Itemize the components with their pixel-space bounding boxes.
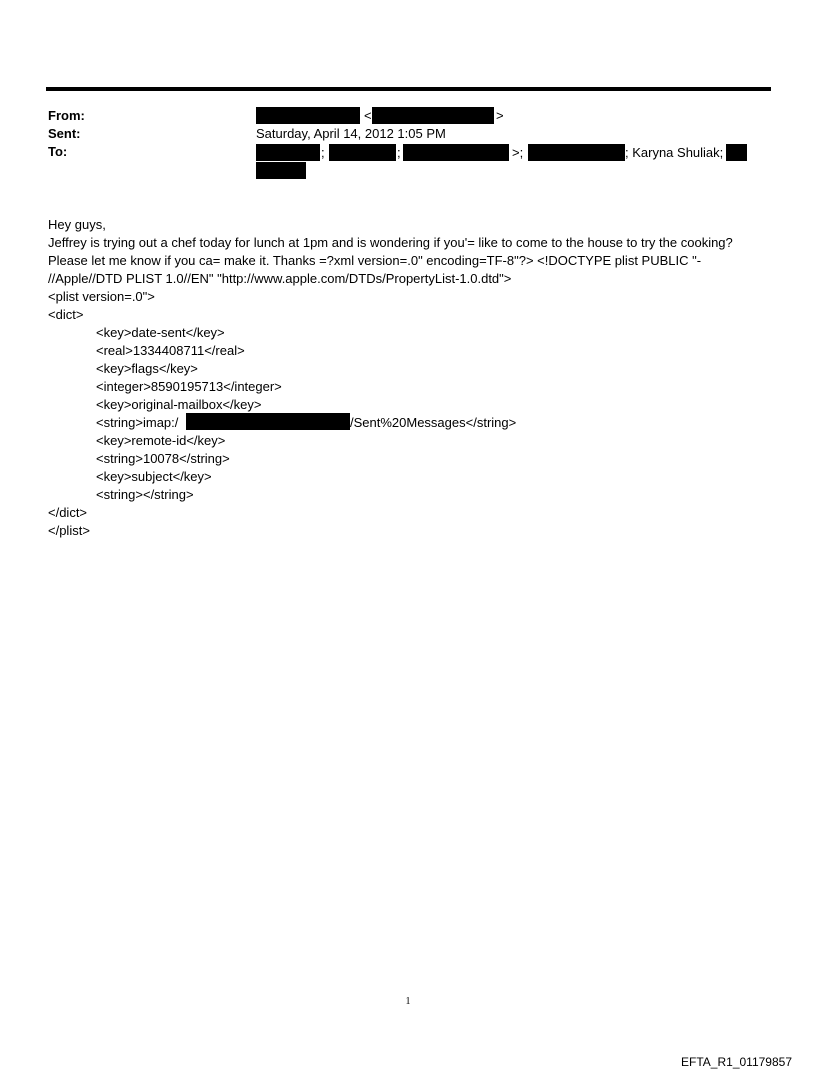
page-number: 1: [405, 996, 411, 1007]
body-line: <string></string>: [96, 487, 194, 502]
body-line: <plist version=.0">: [48, 289, 155, 304]
redaction-to-1: [256, 144, 320, 161]
redaction-mailbox-path: [186, 413, 350, 430]
to-named-recipient: ; Karyna Shuliak;: [625, 145, 724, 160]
to-separator: ;: [321, 145, 325, 160]
redaction-from-name: [256, 107, 360, 124]
redaction-to-5: [726, 144, 747, 161]
document-id: EFTA_R1_01179857: [681, 1055, 792, 1069]
redaction-to-6: [256, 162, 306, 179]
sent-value: Saturday, April 14, 2012 1:05 PM: [256, 126, 446, 141]
body-line: /Sent%20Messages</string>: [350, 415, 517, 430]
redaction-to-2: [329, 144, 396, 161]
greeting: Hey guys,: [48, 217, 106, 232]
sent-label: Sent:: [48, 126, 81, 141]
redaction-from-email: [372, 107, 494, 124]
body-line: <key>original-mailbox</key>: [96, 397, 262, 412]
from-open-bracket: <: [364, 108, 372, 123]
header-rule: [46, 87, 771, 91]
body-line: <key>flags</key>: [96, 361, 198, 376]
redaction-to-3: [403, 144, 509, 161]
body-line: <string>imap:/: [96, 415, 179, 430]
from-label: From:: [48, 108, 85, 123]
body-line: <key>subject</key>: [96, 469, 212, 484]
body-line: <key>date-sent</key>: [96, 325, 225, 340]
body-line: <string>10078</string>: [96, 451, 230, 466]
body-line: Jeffrey is trying out a chef today for lunch at 1pm and is wondering if you'= like to come to the house to try the cooking?: [48, 235, 733, 250]
to-separator: ;: [397, 145, 401, 160]
body-line: <dict>: [48, 307, 84, 322]
body-line: <real>1334408711</real>: [96, 343, 245, 358]
to-label: To:: [48, 144, 68, 159]
body-line: </plist>: [48, 523, 90, 538]
body-line: <integer>8590195713</integer>: [96, 379, 282, 394]
body-line: <key>remote-id</key>: [96, 433, 226, 448]
body-line: </dict>: [48, 505, 88, 520]
body-line: //Apple//DTD PLIST 1.0//EN" "http://www.apple.com/DTDs/PropertyList-1.0.dtd">: [48, 271, 512, 286]
redaction-to-4: [528, 144, 625, 161]
to-separator: >;: [512, 145, 524, 160]
body-line: Please let me know if you ca= make it. Thanks =?xml version=.0" encoding=TF-8"?> <!DOCTYPE plist PUBLIC "-: [48, 253, 702, 268]
from-close-bracket: >: [496, 108, 504, 123]
